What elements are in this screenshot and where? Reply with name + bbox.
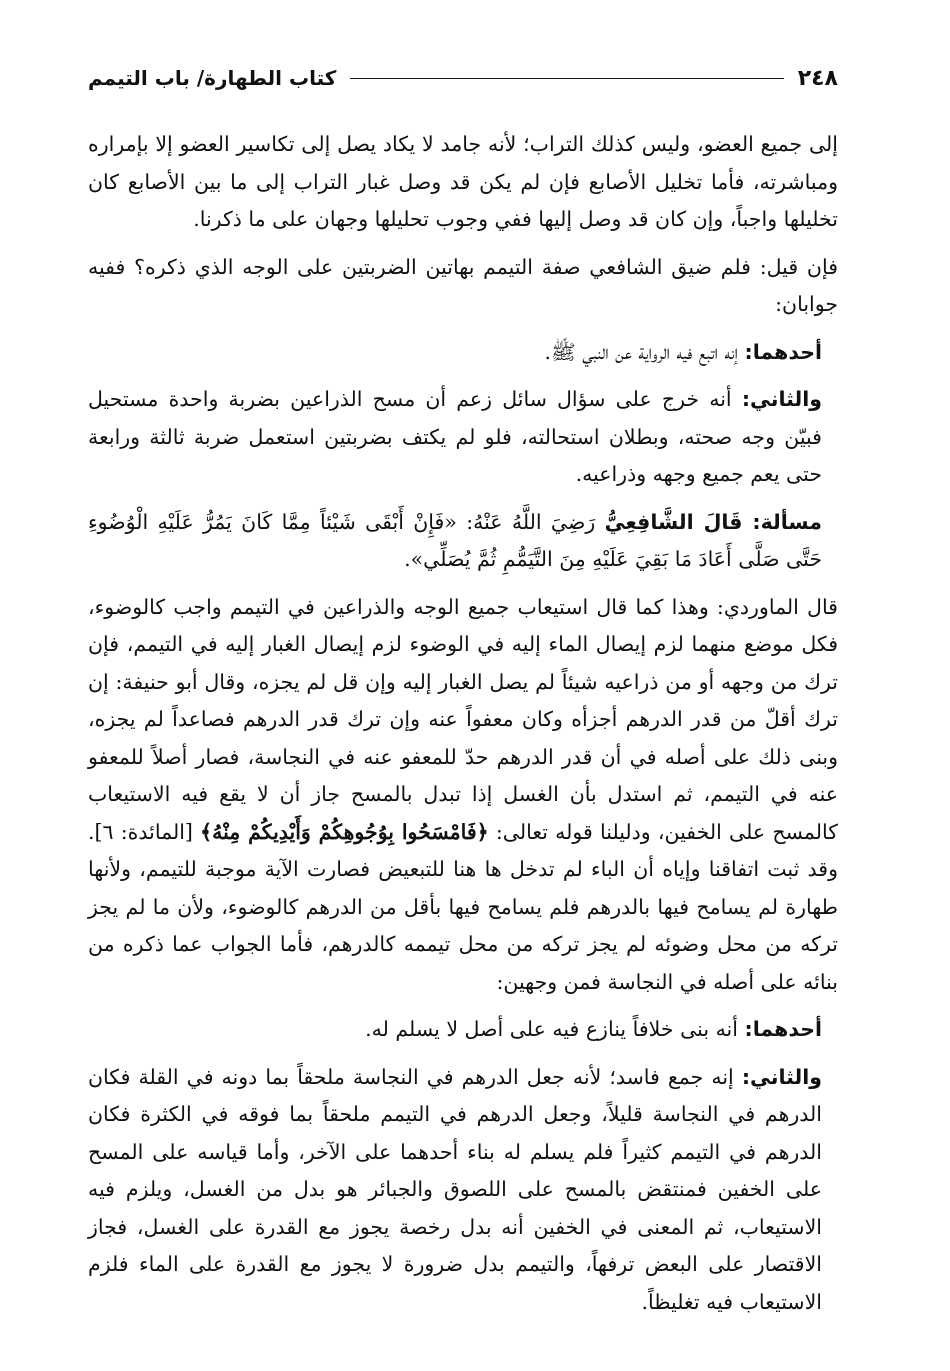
header-rule: [350, 78, 783, 79]
reply-second: [88, 1059, 838, 1322]
page-header: [88, 60, 838, 96]
quran-verse: ﴿فَامْسَحُوا بِوُجُوهِكُمْ وَأَيْدِيكُمْ مِنْهُ﴾: [200, 819, 489, 844]
running-title: كتاب الطهارة/ باب التيمم: [88, 66, 337, 90]
reply-first: [88, 1011, 838, 1049]
paragraph-text: إلى جميع العضو، وليس كذلك التراب؛ لأنه جامد لا يكاد يصل إلى تكاسير العضو إلا بإمراره ومباشرته، فأما تخليل الأصابع فإن لم يكن قد وصل غبار التراب إلى ما بين الأصابع كان تخليلها واجباً، وإن كان قد وصل إليها ففي وجوب تحليلها وجهان على ما ذكرنا.: [88, 132, 838, 231]
paragraph-text: إنه اتبع فيه الرواية عن النبي ﷺ.: [544, 339, 738, 364]
paragraph-text: فإن قيل: فلم ضيق الشافعي صفة التيمم بهاتين الضربتين على الوجه الذي ذكره؟ ففيه جوابان:: [88, 254, 838, 316]
answer-second: [88, 381, 838, 494]
answer-first: [88, 334, 838, 372]
paragraph-lead: والثاني:: [741, 387, 822, 411]
paragraph-text: رَضِيَ اللَّهُ عَنْهُ: «فَإِنْ أَبْقَى شَيْئاً مِمَّا كَانَ يَمُرُّ عَلَيْهِ الْوُضُوءِ حَتَّى صَلَّى أَعَادَ مَا بَقِيَ عَلَيْهِ مِنَ التَّيَمُّمِ ثُمَّ يُصَلِّي».: [88, 509, 822, 571]
paragraph-lead: مسألة: قَالَ الشَّافِعِيُّ: [604, 509, 822, 534]
paragraph-2: [88, 249, 838, 324]
paragraph-text: قال الماوردي: وهذا كما قال استيعاب جميع الوجه والذراعين في التيمم واجب كالوضوء، فكل موضع منهما لزم إيصال الماء إليه في الوضوء لزم إيصال الغبار إليه في التيمم، فإن ترك من وجهه أو من ذراعيه شيئاً لم يصل الغبار إليه وإن قل لم يجزه، وقال أبو حنيفة: إن ترك أقلّ من قدر الدرهم أجزأه وكان معفواً عنه وإن ترك قدر الدرهم فصاعداً لم يجزه، وبنى ذلك على أصله في أن قدر الدرهم حدّ للمعفو عنه في النجاسة، فصار أصلاً للمعفو عنه في التيمم، ثم استدل بأن الغسل إذا تبدل بالمسح جاز أن لا يقع فيه الاستيعاب كالمسح على الخفين، ودليلنا قوله تعالى:: [88, 594, 838, 844]
paragraph-lead: أحدهما:: [744, 339, 822, 364]
paragraph-text: [المائدة: ٦]. وقد ثبت اتفاقنا وإياه أن الباء لم تدخل ها هنا للتبعيض فصارت الآية موجبة للتيمم، ولأنها طهارة لم يسامح فيها بالدرهم فلم يسامح فيها بأقل من الدرهم كالوضوء، ولأن ما لم يجز تركه من محل وضوئه لم يجز تركه من محل تيممه كالدرهم، فأما الجواب عما ذكره من بنائه على أصله في النجاسة فمن وجهين:: [88, 819, 838, 994]
paragraph-mawardi: [88, 589, 838, 1002]
page-number: ٢٤٨: [797, 65, 838, 91]
paragraph-text: أنه بنى خلافاً ينازع فيه على أصل لا يسلم له.: [365, 1017, 738, 1041]
paragraph-text: أنه خرج على سؤال سائل زعم أن مسح الذراعين بضربة واحدة مستحيل فبيّن وجه صحته، وبطلان استحالته، فلو لم يكتف بضربتين استعمل ضربة ثالثة ورابعة حتى يعم جميع وجهه وذراعيه.: [88, 387, 822, 486]
paragraph-lead: والثاني:: [741, 1064, 822, 1089]
paragraph-lead: أحدهما:: [744, 1017, 822, 1041]
paragraph-1: [88, 126, 838, 239]
masala-heading: [88, 504, 838, 579]
book-page: [88, 60, 838, 1330]
paragraph-text: إنه جمع فاسد؛ لأنه جعل الدرهم في النجاسة ملحقاً بما دونه في القلة فكان الدرهم في النجاسة قليلاً، وجعل الدرهم في التيمم ملحقاً بما فوقه في الكثرة فكان الدرهم في التيمم كثيراً فلم يسلم له بناء أحدهما على الآخر، وأما قياسه على المسح على الخفين فمنتقض بالمسح على اللصوق والجبائر هو بدل من الغسل، ويلزم فيه الاستيعاب، ثم المعنى في الخفين أنه بدل رخصة يجوز مع القدرة على الغسل، فجاز الاقتصار على البعض ترفهاً، والتيمم بدل ضرورة لا يجوز مع القدرة على الماء فلزم الاستيعاب فيه تغليظاً.: [88, 1064, 822, 1314]
